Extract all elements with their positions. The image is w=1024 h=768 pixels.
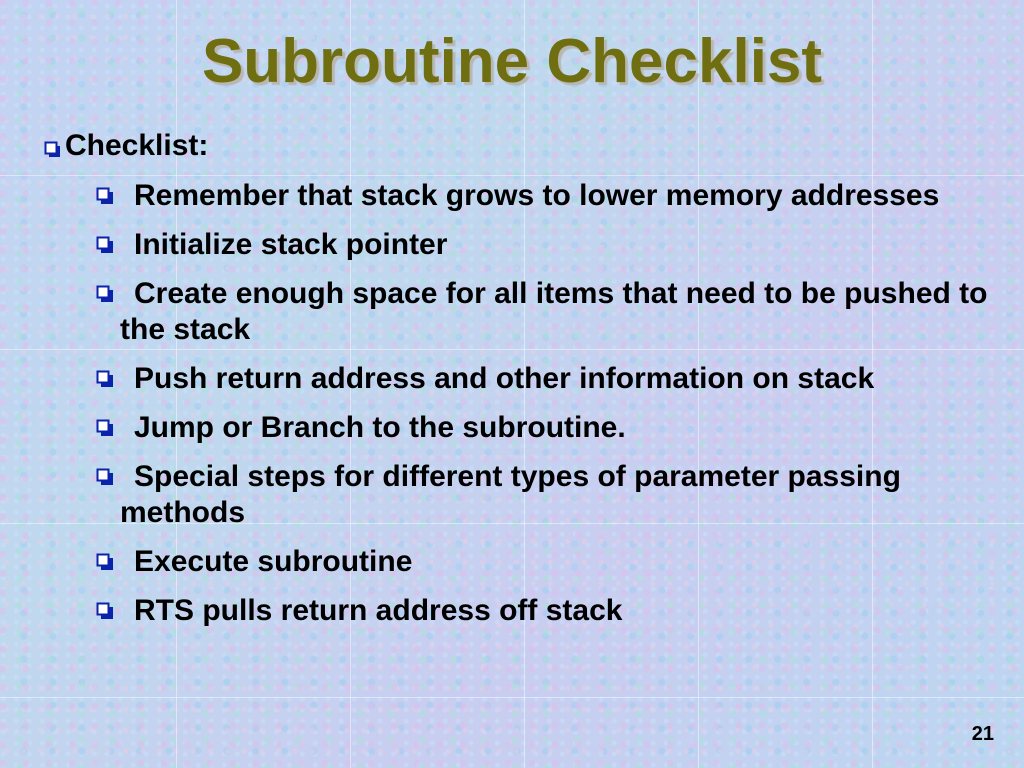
list-item-text: Remember that stack grows to lower memory addresses xyxy=(134,179,940,212)
list-item-text: RTS pulls return address off stack xyxy=(134,594,623,627)
checkbox-icon xyxy=(96,285,114,303)
list-item-text: Create enough space for all items that need to be pushed to the stack xyxy=(120,277,988,346)
list-item xyxy=(96,544,996,580)
checkbox-icon xyxy=(96,468,114,486)
page-number: 21 xyxy=(971,723,994,745)
section-heading-label: Checklist: xyxy=(65,129,209,162)
checkbox-icon xyxy=(96,602,114,620)
list-item xyxy=(96,361,996,397)
section-heading xyxy=(44,126,208,166)
checkbox-icon xyxy=(96,553,114,571)
list-item xyxy=(96,593,996,629)
slide-title: Subroutine Checklist xyxy=(201,27,823,96)
list-item xyxy=(96,459,996,531)
checkbox-icon xyxy=(96,419,114,437)
list-item-text: Initialize stack pointer xyxy=(134,228,448,261)
checkbox-icon xyxy=(96,187,114,205)
list-item-text: Special steps for different types of parameter passing methods xyxy=(120,460,901,529)
list-item-text: Jump or Branch to the subroutine. xyxy=(134,411,626,444)
list-item xyxy=(96,410,996,446)
checkbox-icon xyxy=(96,370,114,388)
list-item xyxy=(96,276,996,348)
checklist xyxy=(96,178,996,642)
background-tile-line xyxy=(0,175,1024,176)
checkbox-icon xyxy=(96,236,114,254)
list-item xyxy=(96,178,996,214)
background-tile-line xyxy=(0,697,1024,698)
list-item-text: Execute subroutine xyxy=(134,545,413,578)
list-item xyxy=(96,227,996,263)
checkbox-icon xyxy=(44,139,62,157)
list-item-text: Push return address and other information on stack xyxy=(134,362,875,395)
